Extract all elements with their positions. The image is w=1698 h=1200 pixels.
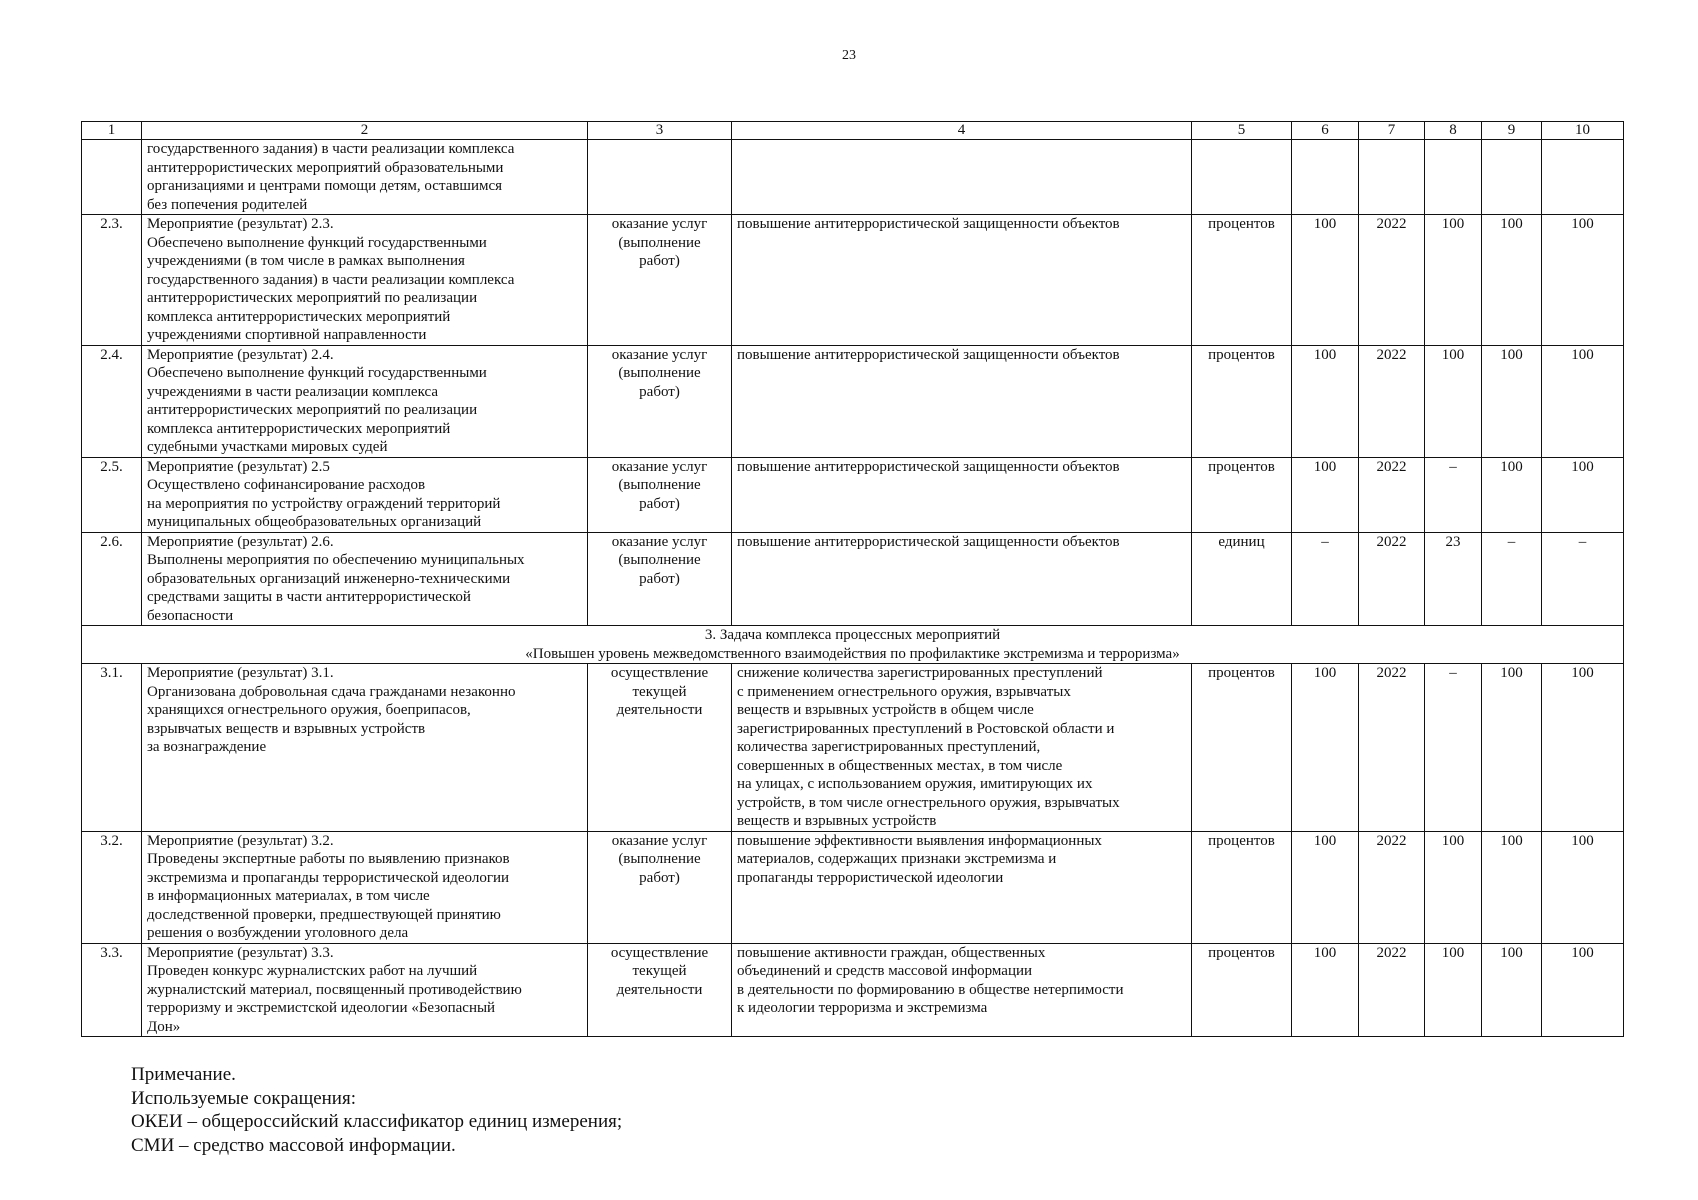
value-cell: 100: [1292, 943, 1359, 1037]
value-cell: 100: [1425, 943, 1482, 1037]
value-cell: 100: [1542, 943, 1624, 1037]
header-cell: 1: [82, 122, 142, 140]
table-row: [82, 831, 1624, 943]
value-cell: 100: [1482, 215, 1542, 346]
value-cell: 100: [1542, 457, 1624, 532]
value-cell: 100: [1292, 457, 1359, 532]
activity-type-cell: оказание услуг (выполнение работ): [588, 345, 732, 457]
unit-cell: процентов: [1192, 345, 1292, 457]
value-cell: [1482, 140, 1542, 215]
value-cell: 100: [1292, 664, 1359, 832]
unit-cell: [1192, 140, 1292, 215]
value-cell: [1292, 140, 1359, 215]
header-cell: 10: [1542, 122, 1624, 140]
value-cell: 100: [1292, 831, 1359, 943]
value-cell: 100: [1482, 831, 1542, 943]
indicator-cell: повышение антитеррористической защищенности объектов: [732, 215, 1192, 346]
value-cell: 100: [1482, 345, 1542, 457]
value-cell: 100: [1425, 345, 1482, 457]
activity-cell: Мероприятие (результат) 2.6. Выполнены мероприятия по обеспечению муниципальных образовательных организаций инженерно-техническими средствами защиты в части антитеррористической безопасности: [142, 532, 588, 626]
footnote: [131, 1063, 622, 1157]
year-cell: [1359, 140, 1425, 215]
value-cell: 100: [1482, 457, 1542, 532]
header-cell: 6: [1292, 122, 1359, 140]
header-cell: 5: [1192, 122, 1292, 140]
value-cell: 100: [1542, 215, 1624, 346]
note-title: Примечание.: [131, 1064, 236, 1085]
activity-cell: государственного задания) в части реализации комплекса антитеррористических мероприятий образовательными организациями и центрами помощи детям, оставшимся без попечения родителей: [142, 140, 588, 215]
indicator-cell: повышение антитеррористической защищенности объектов: [732, 345, 1192, 457]
measures-table: [81, 121, 1624, 1037]
indicator-cell: [732, 140, 1192, 215]
value-cell: –: [1425, 664, 1482, 832]
row-number: [82, 140, 142, 215]
unit-cell: процентов: [1192, 215, 1292, 346]
header-cell: 9: [1482, 122, 1542, 140]
activity-type-cell: оказание услуг (выполнение работ): [588, 532, 732, 626]
year-cell: 2022: [1359, 215, 1425, 346]
unit-cell: процентов: [1192, 457, 1292, 532]
year-cell: 2022: [1359, 345, 1425, 457]
table-body: [82, 122, 1624, 1037]
indicator-cell: повышение активности граждан, общественных объединений и средств массовой информации в деятельности по формированию в обществе нетерпимости к идеологии терроризма и экстремизма: [732, 943, 1192, 1037]
activity-type-cell: осуществление текущей деятельности: [588, 943, 732, 1037]
year-cell: 2022: [1359, 457, 1425, 532]
header-row: [82, 122, 1624, 140]
indicator-cell: повышение антитеррористической защищенности объектов: [732, 457, 1192, 532]
year-cell: 2022: [1359, 831, 1425, 943]
value-cell: 100: [1292, 215, 1359, 346]
unit-cell: процентов: [1192, 664, 1292, 832]
year-cell: 2022: [1359, 943, 1425, 1037]
indicator-cell: снижение количества зарегистрированных преступлений с применением огнестрельного оружия, взрывчатых веществ и взрывных устройств в общем числе зарегистрированных преступлений в Ростовской области и количества зарегистрированных преступлений, совершенных в общественных местах, в том числе на улицах, с использованием оружия, имитирующих их устройств, в том числе огнестрельного оружия, взрывчатых веществ и взрывных устройств: [732, 664, 1192, 832]
activity-cell: Мероприятие (результат) 2.4. Обеспечено выполнение функций государственными учреждениями в части реализации комплекса антитеррористических мероприятий по реализации комплекса антитеррористических мероприятий судебными участками мировых судей: [142, 345, 588, 457]
table-row: [82, 457, 1624, 532]
value-cell: –: [1542, 532, 1624, 626]
table-row: [82, 664, 1624, 832]
activity-cell: Мероприятие (результат) 3.2. Проведены экспертные работы по выявлению признаков экстремизма и пропаганды террористической идеологии в информационных материалах, в том числе доследственной проверки, предшествующей принятию решения о возбуждении уголовного дела: [142, 831, 588, 943]
value-cell: –: [1292, 532, 1359, 626]
table-row: [82, 215, 1624, 346]
value-cell: 100: [1482, 943, 1542, 1037]
header-cell: 4: [732, 122, 1192, 140]
unit-cell: процентов: [1192, 831, 1292, 943]
activity-cell: Мероприятие (результат) 2.5 Осуществлено софинансирование расходов на мероприятия по устройству ограждений территорий муниципальных общеобразовательных организаций: [142, 457, 588, 532]
table-row: [82, 943, 1624, 1037]
value-cell: [1425, 140, 1482, 215]
row-number: 2.5.: [82, 457, 142, 532]
row-number: 3.1.: [82, 664, 142, 832]
value-cell: –: [1425, 457, 1482, 532]
value-cell: [1542, 140, 1624, 215]
row-number: 2.6.: [82, 532, 142, 626]
header-cell: 2: [142, 122, 588, 140]
value-cell: 100: [1292, 345, 1359, 457]
activity-type-cell: [588, 140, 732, 215]
table-row: [82, 140, 1624, 215]
value-cell: –: [1482, 532, 1542, 626]
row-number: 3.3.: [82, 943, 142, 1037]
row-number: 3.2.: [82, 831, 142, 943]
activity-type-cell: оказание услуг (выполнение работ): [588, 831, 732, 943]
activity-cell: Мероприятие (результат) 3.3. Проведен конкурс журналистских работ на лучший журналистский материал, посвященный противодействию терроризму и экстремистской идеологии «Безопасный Дон»: [142, 943, 588, 1037]
year-cell: 2022: [1359, 532, 1425, 626]
value-cell: 100: [1482, 664, 1542, 832]
page-number: 23: [842, 48, 856, 63]
year-cell: 2022: [1359, 664, 1425, 832]
header-cell: 8: [1425, 122, 1482, 140]
header-cell: 7: [1359, 122, 1425, 140]
activity-type-cell: оказание услуг (выполнение работ): [588, 215, 732, 346]
activity-cell: Мероприятие (результат) 3.1. Организована добровольная сдача гражданами незаконно хранящихся огнестрельного оружия, боеприпасов, взрывчатых веществ и взрывных устройств за вознаграждение: [142, 664, 588, 832]
indicator-cell: повышение эффективности выявления информационных материалов, содержащих признаки экстремизма и пропаганды террористической идеологии: [732, 831, 1192, 943]
unit-cell: единиц: [1192, 532, 1292, 626]
activity-type-cell: осуществление текущей деятельности: [588, 664, 732, 832]
row-number: 2.4.: [82, 345, 142, 457]
header-cell: 3: [588, 122, 732, 140]
note-okei: ОКЕИ – общероссийский классификатор единиц измерения;: [131, 1111, 623, 1132]
value-cell: 100: [1542, 664, 1624, 832]
indicator-cell: повышение антитеррористической защищенности объектов: [732, 532, 1192, 626]
activity-cell: Мероприятие (результат) 2.3. Обеспечено выполнение функций государственными учреждениями (в том числе в рамках выполнения государственного задания) в части реализации комплекса антитеррористических мероприятий по реализации комплекса антитеррористических мероприятий учреждениями спортивной направленности: [142, 215, 588, 346]
section-heading: 3. Задача комплекса процессных мероприятий «Повышен уровень межведомственного взаимодействия по профилактике экстремизма и терроризма»: [82, 626, 1624, 664]
value-cell: 100: [1425, 831, 1482, 943]
value-cell: 100: [1542, 831, 1624, 943]
table-row: [82, 345, 1624, 457]
note-abbr-heading: Используемые сокращения:: [131, 1087, 356, 1109]
note-smi: СМИ – средство массовой информации.: [131, 1134, 456, 1156]
section-heading-row: [82, 626, 1624, 664]
value-cell: 100: [1542, 345, 1624, 457]
row-number: 2.3.: [82, 215, 142, 346]
unit-cell: процентов: [1192, 943, 1292, 1037]
value-cell: 100: [1425, 215, 1482, 346]
activity-type-cell: оказание услуг (выполнение работ): [588, 457, 732, 532]
table-row: [82, 532, 1624, 626]
value-cell: 23: [1425, 532, 1482, 626]
